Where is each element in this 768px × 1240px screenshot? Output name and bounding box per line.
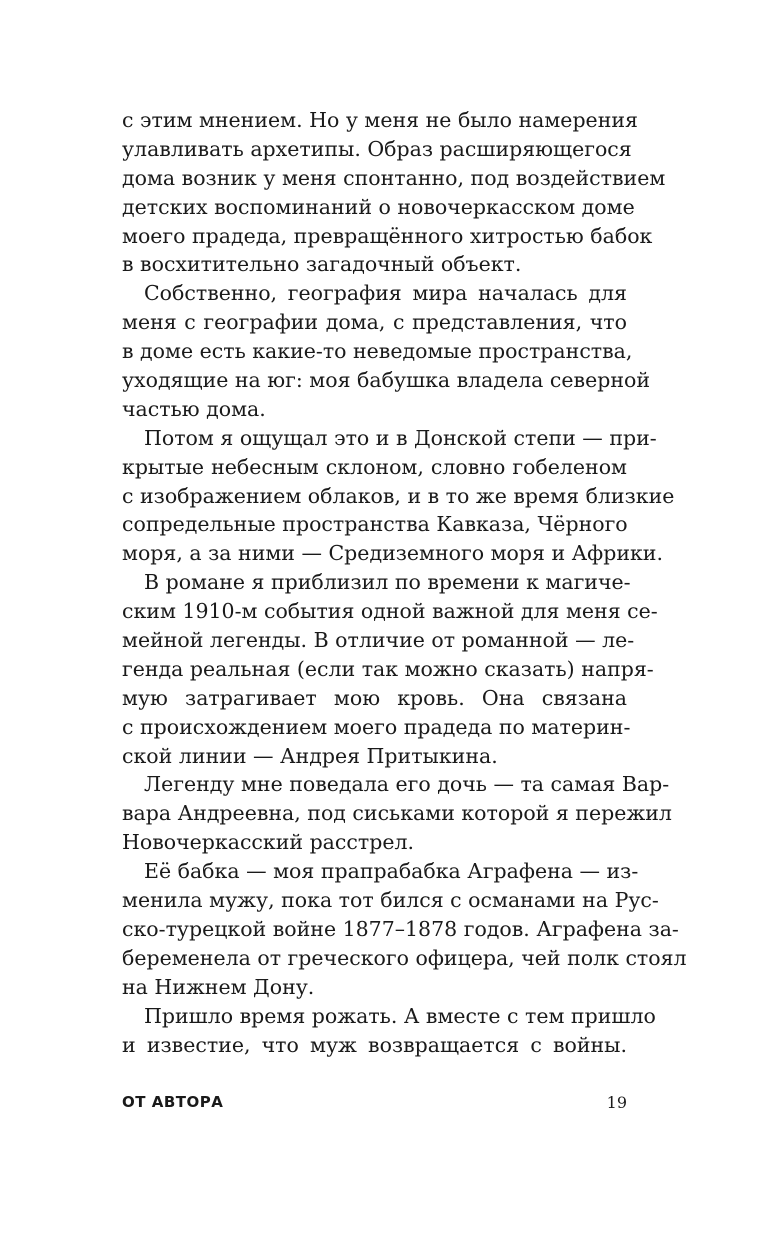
text-line: и известие, что муж возвращается с войны. [122,1032,627,1057]
text-line: моего прадеда, превращённого хитростью бабок [122,223,653,248]
text-line: Новочеркасский расстрел. [122,830,415,855]
text-line: уходящие на юг: моя бабушка владела северной [122,368,650,393]
text-line: сопредельные пространства Кавказа, Чёрного [122,512,628,537]
text-line: Легенду мне поведала его дочь — та самая Вар- [144,772,670,797]
text-line: Потом я ощущал это и в Донской степи — при- [144,425,657,450]
text-line: В романе я приблизил по времени к магиче- [144,570,631,595]
body-text [122,106,687,1059]
text-line: меня с географии дома, с представления, что [122,310,627,335]
text-line: мейной легенды. В отличие от романной — ле- [122,628,635,653]
page-number: 19 [606,1093,627,1112]
text-line: в доме есть какие-то неведомые пространства, [122,339,633,364]
text-line: мую затрагивает мою кровь. Она связана [122,685,627,710]
text-line: на Нижнем Дону. [122,974,315,999]
text-line: ско-турецкой войне 1877–1878 годов. Аграфена за- [122,916,679,941]
text-line: с этим мнением. Но у меня не было намерения [122,108,638,132]
text-line: генда реальная (если так можно сказать) напря- [122,656,654,681]
text-line: с изображением облаков, и в то же время близкие [122,483,675,508]
text-line: с происхождением моего прадеда по материн- [122,714,631,739]
running-footer-section: ОТ АВТОРА [122,1093,224,1111]
text-line: крытые небесным склоном, словно гобеленом [122,454,627,479]
text-line: ской линии — Андрея Притыкина. [122,743,498,768]
text-line: частью дома. [122,396,266,421]
text-line: вара Андреевна, под сиськами которой я пережил [122,801,672,826]
text-line: детских воспоминаний о новочеркасском доме [122,194,635,219]
text-line: Собственно, география мира началась для [144,281,627,306]
text-line: Пришло время рожать. А вместе с тем пришло [144,1003,656,1028]
text-line: дома возник у меня спонтанно, под воздействием [122,165,666,190]
text-line: менила мужу, пока тот бился с османами на Рус- [122,888,659,913]
text-line: в восхитительно загадочный объект. [122,252,522,277]
text-line: Её бабка — моя прапрабабка Аграфена — из- [144,859,639,884]
text-line: улавливать архетипы. Образ расширяющегося [122,136,632,161]
text-line: моря, а за ними — Средиземного моря и Африки. [122,541,663,566]
text-line: беременела от греческого офицера, чей полк стоял [122,945,687,970]
text-line: ским 1910-м события одной важной для меня се- [122,599,658,624]
